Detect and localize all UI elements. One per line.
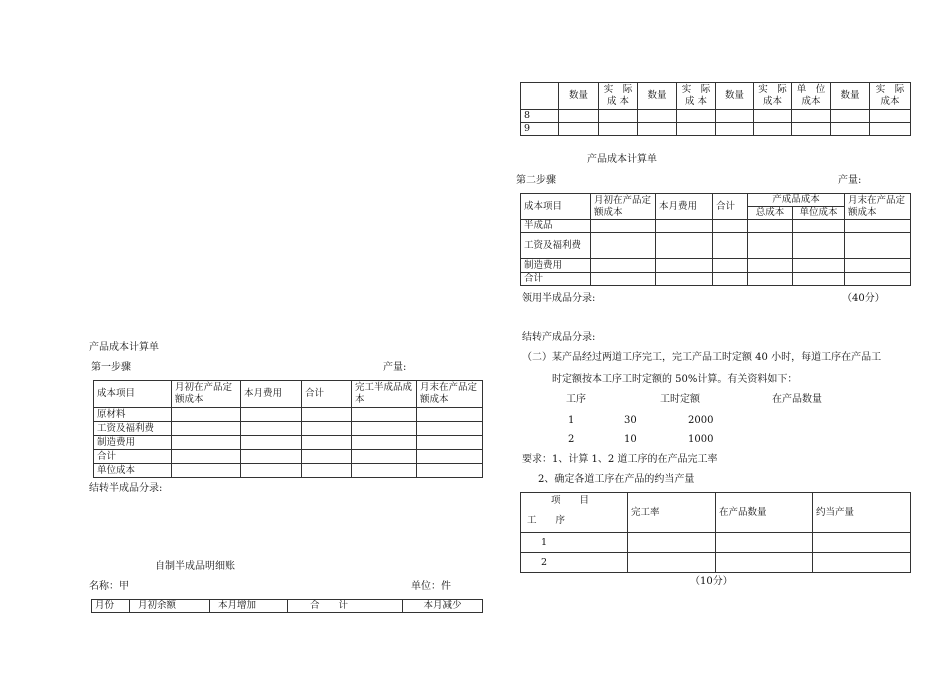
header-cell: 合计 bbox=[713, 194, 748, 220]
header-cell: 月初在产品定额成本 bbox=[172, 381, 241, 408]
header-cell: 月初在产品定额成本 bbox=[591, 194, 656, 220]
header-cell: 月初余额 bbox=[130, 600, 210, 613]
row-label: 2 bbox=[521, 553, 628, 573]
header-cell: 实 际成本 bbox=[870, 83, 911, 110]
header-cell: 数量 bbox=[559, 83, 599, 110]
table-row bbox=[94, 422, 483, 436]
header-cell: 实 际成 本 bbox=[599, 83, 638, 110]
header-cell: 本月增加 bbox=[210, 600, 288, 613]
header-cell: 总成本 bbox=[748, 207, 793, 220]
row-label: 制造费用 bbox=[94, 436, 172, 450]
ledger-unit-label: 单位：件 bbox=[411, 581, 451, 592]
step2-title: 产品成本计算单 bbox=[587, 154, 657, 165]
row-label: 8 bbox=[521, 110, 559, 123]
row-label: 半成品 bbox=[521, 220, 591, 233]
header-cell: 实 际成 本 bbox=[677, 83, 716, 110]
header-cell: 实 际成本 bbox=[754, 83, 792, 110]
table-row bbox=[94, 408, 483, 422]
step1-title: 产品成本计算单 bbox=[89, 342, 159, 353]
header-cell: 完工率 bbox=[628, 493, 716, 533]
row-label: 9 bbox=[521, 123, 559, 136]
problem2-intro-line1: （二）某产品经过两道工序完工，完工产品工时定额 40 小时，每道工序在产品工 bbox=[522, 352, 882, 363]
step2-step-label: 第二步骤 bbox=[516, 175, 556, 186]
step2-transfer-label: 结转产成品分录: bbox=[522, 332, 596, 343]
continuation-table bbox=[520, 82, 911, 136]
table-row bbox=[94, 464, 483, 478]
corner-bottom-label: 工 序 bbox=[527, 515, 566, 526]
header-cell: 月末在产品定额成本 bbox=[417, 381, 483, 408]
data-cell: 2000 bbox=[688, 415, 714, 426]
header-cell: 月末在产品定额成本 bbox=[845, 194, 911, 220]
data-cell: 1 bbox=[568, 415, 575, 426]
table-header-row bbox=[94, 381, 483, 408]
header-cell: 合 计 bbox=[288, 600, 403, 613]
header-cell: 单 位成本 bbox=[792, 83, 831, 110]
step1-step-label: 第一步骤 bbox=[91, 362, 131, 373]
table-row bbox=[521, 273, 911, 286]
table-header-row bbox=[521, 493, 911, 533]
corner-cell bbox=[521, 493, 628, 533]
ledger-name-label: 名称：甲 bbox=[89, 581, 129, 592]
data-cell: 1000 bbox=[688, 434, 714, 445]
row-label: 工资及福利费 bbox=[521, 233, 591, 259]
table-row bbox=[521, 110, 911, 123]
header-cell: 单位成本 bbox=[793, 207, 845, 220]
header-cell: 完工半成品成本 bbox=[352, 381, 417, 408]
requirement-line1: 要求：1、计算 1、2 道工序的在产品完工率 bbox=[522, 454, 718, 465]
header-cell: 数量 bbox=[716, 83, 754, 110]
step2-entry-label: 领用半成品分录: bbox=[522, 293, 596, 304]
wip-qty-header: 在产品数量 bbox=[772, 394, 822, 405]
ledger-title: 自制半成品明细账 bbox=[155, 561, 235, 572]
step1-output-label: 产量: bbox=[383, 362, 407, 373]
header-cell: 月份 bbox=[92, 600, 130, 613]
header-cell: 约当产量 bbox=[813, 493, 911, 533]
table-header-row bbox=[521, 83, 911, 110]
problem2-intro-line2: 时定额按本工序工时定额的 50%计算。有关资料如下： bbox=[552, 374, 798, 385]
data-cell: 30 bbox=[624, 415, 637, 426]
row-label: 合计 bbox=[521, 273, 591, 286]
table-row bbox=[521, 533, 911, 553]
header-cell: 产成品成本 bbox=[748, 194, 845, 207]
data-cell: 2 bbox=[568, 434, 575, 445]
process-header: 工序 bbox=[566, 394, 586, 405]
requirement-line2: 2、确定各道工序在产品的约当产量 bbox=[538, 474, 695, 485]
header-cell bbox=[521, 83, 559, 110]
header-cell: 本月费用 bbox=[241, 381, 302, 408]
table-row bbox=[521, 233, 911, 259]
row-label: 1 bbox=[521, 533, 628, 553]
header-cell: 本月减少 bbox=[403, 600, 483, 613]
row-label: 制造费用 bbox=[521, 259, 591, 273]
table-row bbox=[94, 450, 483, 464]
step1-cost-table bbox=[93, 380, 483, 478]
table-row bbox=[521, 259, 911, 273]
row-label: 合计 bbox=[94, 450, 172, 464]
step2-score: （40分） bbox=[842, 293, 885, 304]
step1-transfer-label: 结转半成品分录: bbox=[89, 483, 163, 494]
table-row bbox=[521, 553, 911, 573]
hours-header: 工时定额 bbox=[660, 394, 700, 405]
step2-output-label: 产量: bbox=[838, 175, 862, 186]
table-row bbox=[521, 220, 911, 233]
header-cell: 数量 bbox=[638, 83, 677, 110]
equivalent-units-table bbox=[520, 492, 911, 573]
header-cell: 在产品数量 bbox=[716, 493, 813, 533]
ledger-table bbox=[91, 599, 483, 613]
corner-top-label: 项 目 bbox=[551, 495, 590, 506]
data-cell: 10 bbox=[624, 434, 637, 445]
header-cell: 成本项目 bbox=[521, 194, 591, 220]
table-row bbox=[521, 123, 911, 136]
problem2-score: （10分） bbox=[690, 576, 733, 587]
header-cell: 合计 bbox=[302, 381, 352, 408]
row-label: 工资及福利费 bbox=[94, 422, 172, 436]
table-row bbox=[94, 436, 483, 450]
row-label: 单位成本 bbox=[94, 464, 172, 478]
header-cell: 本月费用 bbox=[656, 194, 713, 220]
row-label: 原材料 bbox=[94, 408, 172, 422]
step2-cost-table bbox=[520, 193, 911, 286]
table-header-row bbox=[92, 600, 483, 613]
header-cell: 数量 bbox=[831, 83, 870, 110]
header-cell: 成本项目 bbox=[94, 381, 172, 408]
